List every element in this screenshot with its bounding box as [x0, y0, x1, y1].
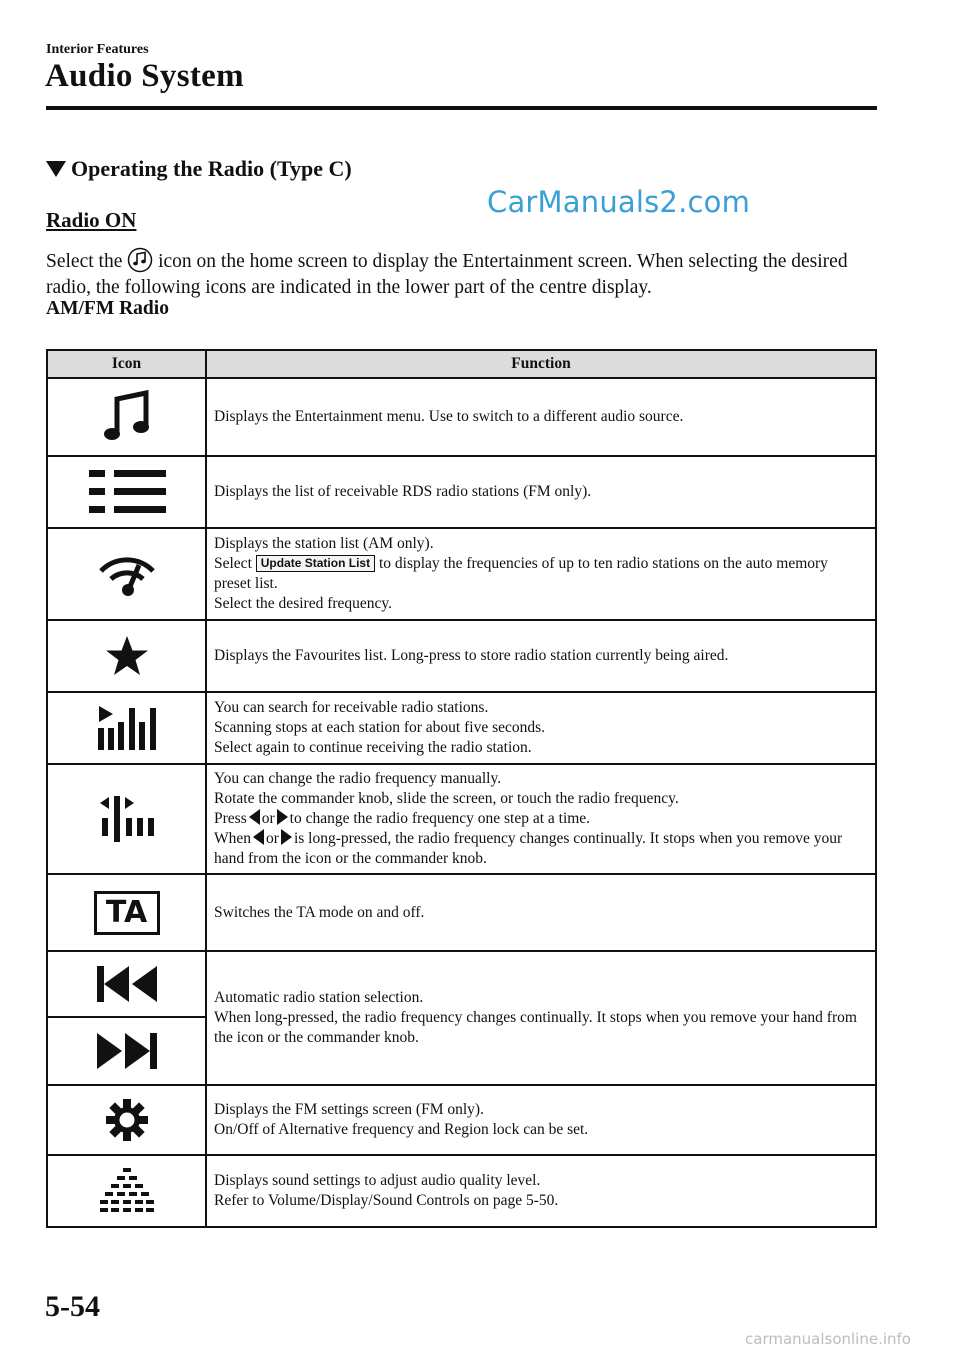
- station-function: [206, 528, 876, 620]
- table-row: [47, 456, 876, 528]
- header-function: Function: [206, 350, 876, 378]
- table-row: [47, 1155, 876, 1227]
- left-arrow-icon: [253, 829, 264, 845]
- ta-function: Switches the TA mode on and off.: [206, 874, 876, 951]
- section-label: Interior Features: [46, 42, 149, 57]
- right-arrow-icon: [277, 809, 288, 825]
- station-line-2: Select Update Station List to display the frequencies of up to ten radio stations on the auto memory preset list.: [214, 555, 828, 592]
- gear-icon: [105, 1098, 149, 1142]
- scan-function: You can search for receivable radio stations. Scanning stops at each station for about five seconds. Select again to continue receiving the radio station.: [206, 692, 876, 764]
- sound-function: Displays sound settings to adjust audio quality level. Refer to Volume/Display/Sound Controls on page 5-50.: [206, 1155, 876, 1227]
- table-row: [47, 692, 876, 764]
- station-line-1: Displays the station list (AM only).: [214, 535, 434, 552]
- intro-text-2: icon on the home screen to display the Entertainment screen. When selecting the desired radio, the following icons are indicated in the lower part of the centre display.: [46, 251, 848, 298]
- table-header-row: [47, 350, 876, 378]
- table-row: [47, 951, 876, 1017]
- music-note-icon: [102, 389, 152, 445]
- station-line-3: Select the desired frequency.: [214, 595, 393, 612]
- table-row: [47, 378, 876, 456]
- intro-text-1: Select the: [46, 251, 123, 272]
- seek-function: Automatic radio station selection. When long-pressed, the radio frequency changes continually. It stops when you remove your hand from the icon or the commander knob.: [206, 951, 876, 1085]
- scan-icon: [95, 704, 159, 752]
- table-row: [47, 764, 876, 874]
- music-function: Displays the Entertainment menu. Use to switch to a different audio source.: [206, 378, 876, 456]
- music-note-icon: [127, 247, 153, 273]
- intro-paragraph: [46, 247, 886, 301]
- table-row: [47, 620, 876, 692]
- section-heading: [46, 156, 352, 182]
- amfm-label: AM/FM Radio: [46, 298, 169, 319]
- right-arrow-icon: [281, 829, 292, 845]
- ta-icon: TA: [94, 891, 160, 935]
- watermark: CarManuals2.com: [487, 185, 751, 219]
- subheading: Radio ON: [46, 208, 137, 232]
- page-number: 5-54: [45, 1290, 100, 1323]
- section-heading-text: Operating the Radio (Type C): [71, 156, 352, 181]
- favourites-function: Displays the Favourites list. Long-press to store radio station currently being aired.: [206, 620, 876, 692]
- table-row: [47, 1085, 876, 1155]
- seek-back-icon: [95, 964, 159, 1004]
- tune-icon: [99, 796, 155, 842]
- header-rule: [46, 106, 877, 110]
- star-icon: [105, 635, 149, 677]
- list-icon: [87, 467, 167, 517]
- left-arrow-icon: [249, 809, 260, 825]
- function-table: [46, 349, 877, 1228]
- table-row: [47, 874, 876, 951]
- tune-function: You can change the radio frequency manually. Rotate the commander knob, slide the screen, or touch the radio frequency. Press or to change the radio frequency one step at a time. When or is long-pressed, the radio frequency changes continually. It stops when you remove your hand from the icon or the commander knob.: [206, 764, 876, 874]
- settings-function: Displays the FM settings screen (FM only). On/Off of Alternative frequency and Region lock can be set.: [206, 1085, 876, 1155]
- chapter-title: Audio System: [45, 58, 244, 94]
- list-function: Displays the list of receivable RDS radio stations (FM only).: [206, 456, 876, 528]
- update-station-list-button: Update Station List: [256, 555, 375, 572]
- header-icon: Icon: [47, 350, 206, 378]
- triangle-down-icon: [46, 161, 66, 177]
- table-row: [47, 528, 876, 620]
- footer-watermark: carmanualsonline.info: [745, 1330, 911, 1348]
- seek-forward-icon: [95, 1031, 159, 1071]
- antenna-icon: [95, 549, 159, 599]
- equalizer-icon: [99, 1167, 155, 1215]
